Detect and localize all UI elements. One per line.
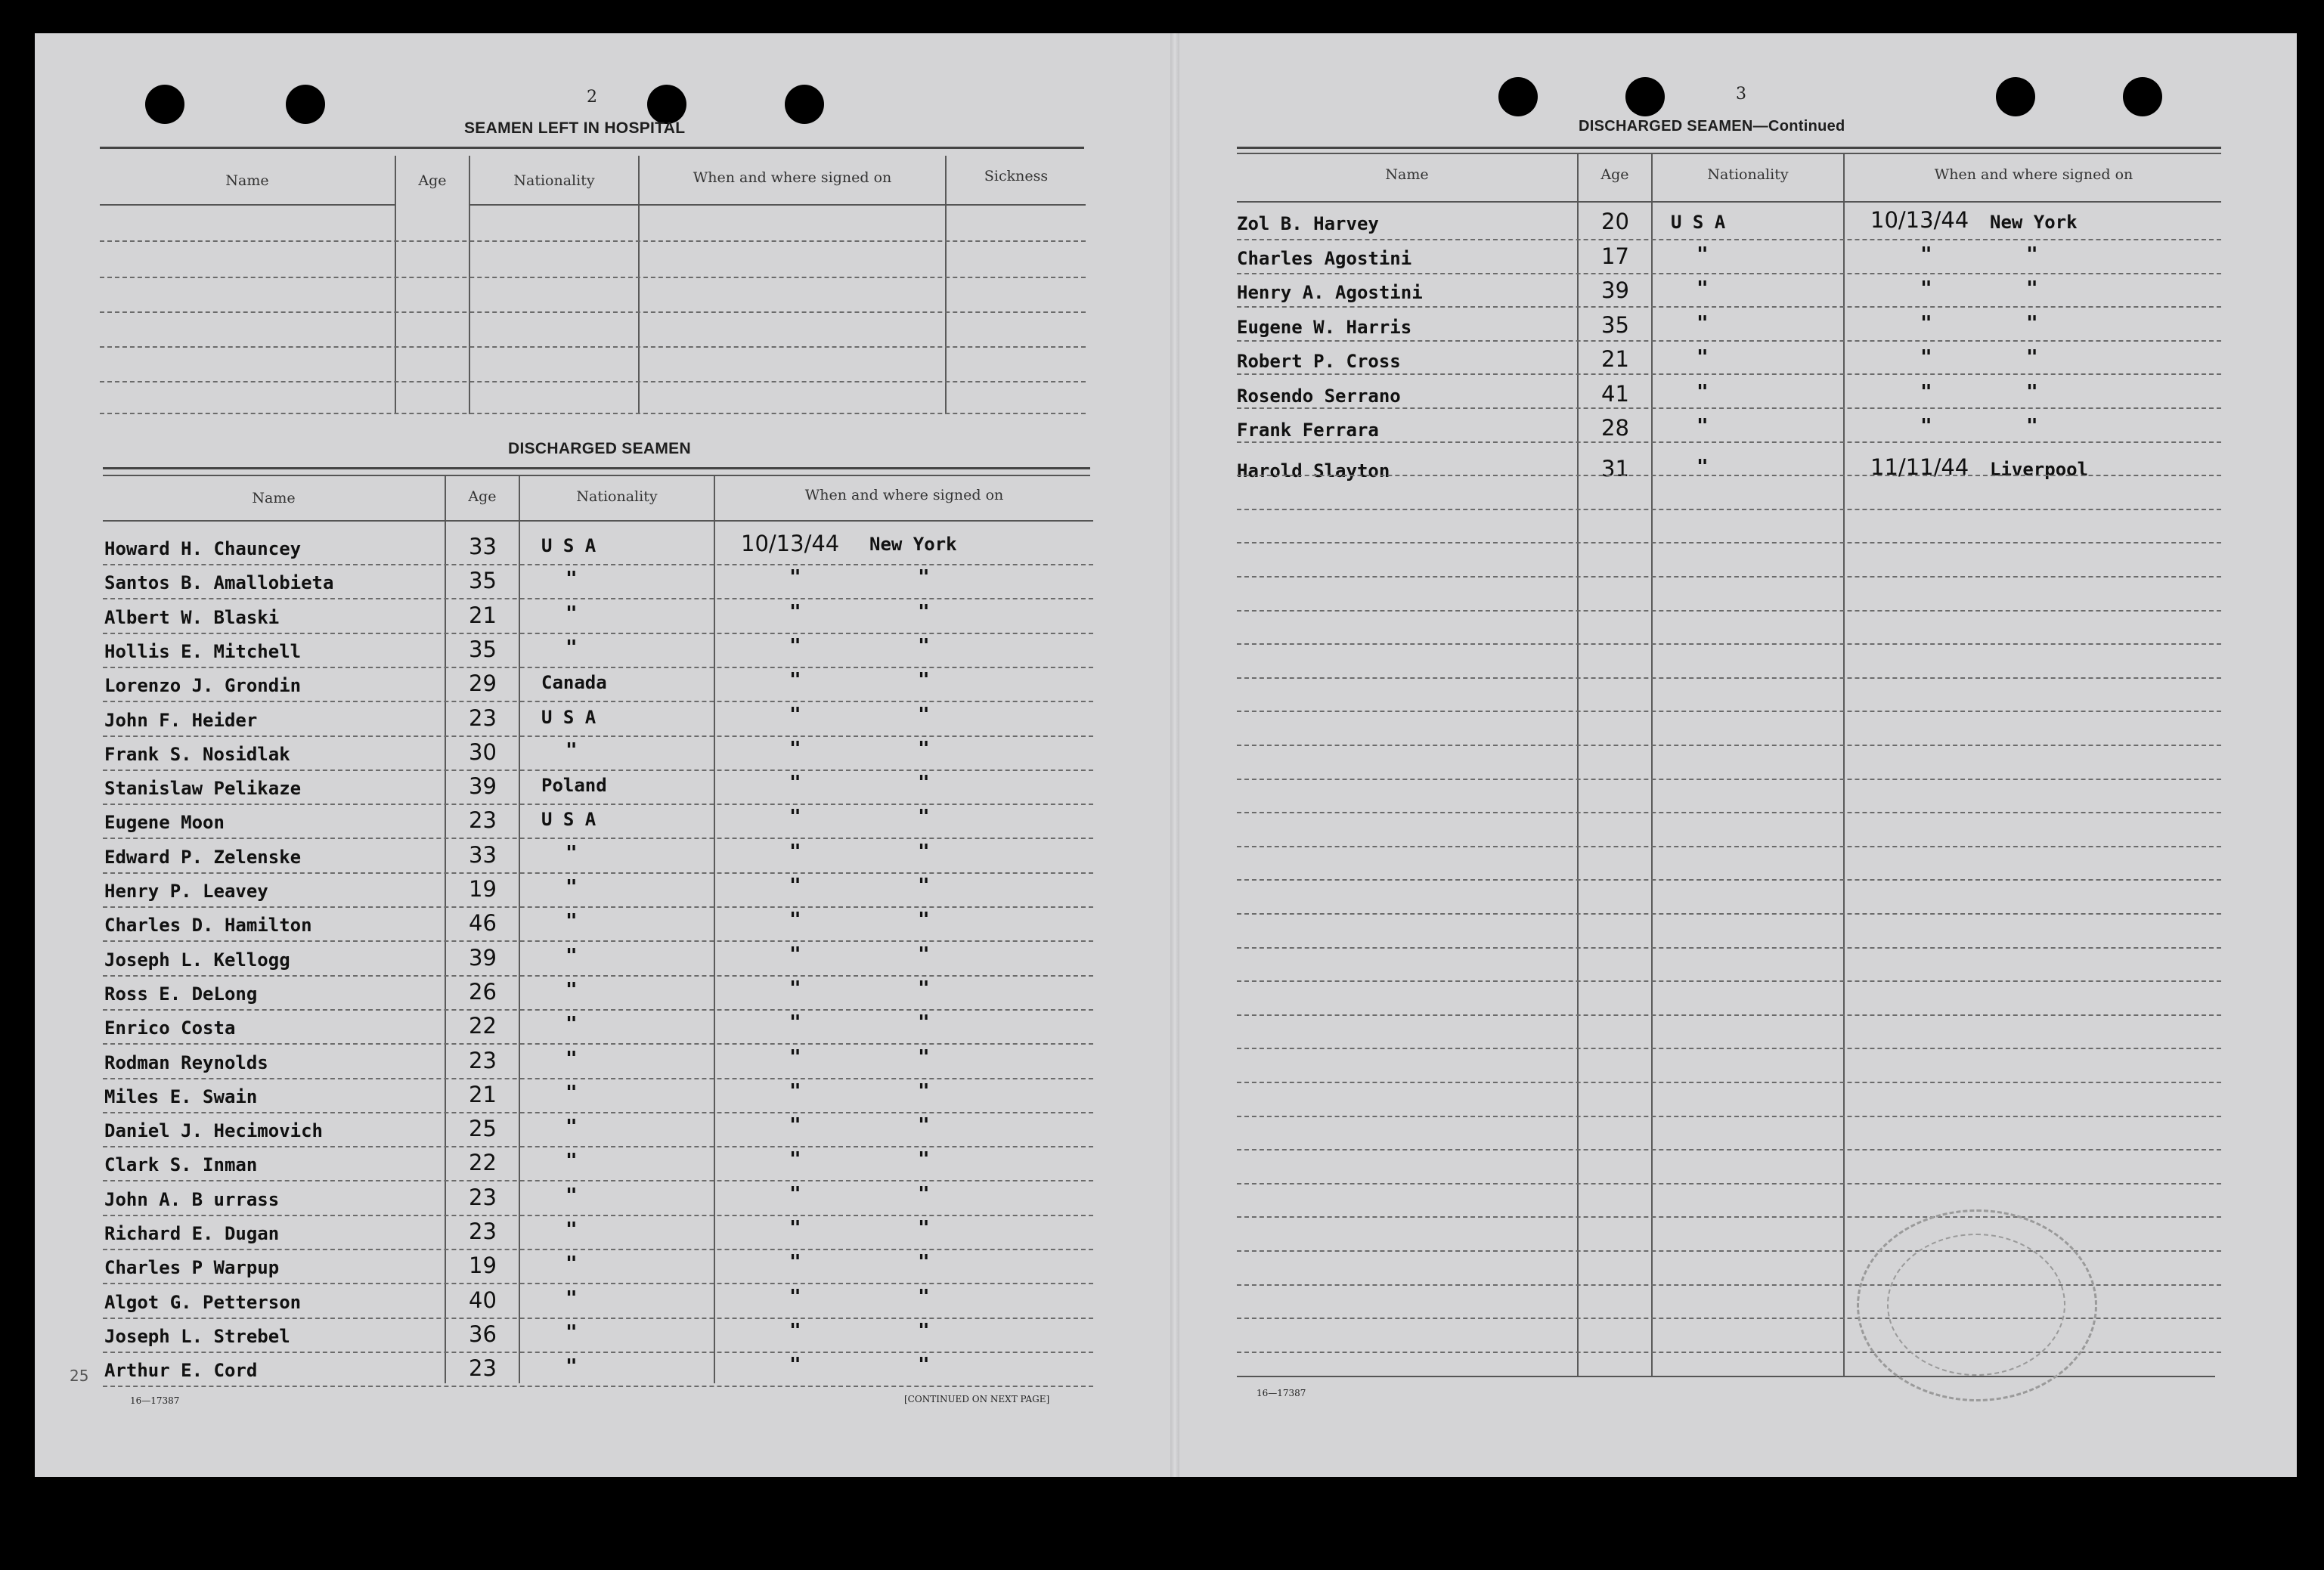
row-line bbox=[1237, 643, 2221, 645]
ditto-mark: " bbox=[918, 1148, 930, 1171]
row-line bbox=[1237, 576, 2221, 578]
ditto-mark: " bbox=[918, 1320, 930, 1342]
ditto-mark: " bbox=[1697, 381, 1709, 404]
seaman-nationality: U S A bbox=[541, 535, 596, 556]
seaman-name: Lorenzo J. Grondin bbox=[104, 675, 302, 696]
ditto-mark: " bbox=[566, 1082, 578, 1104]
ditto-mark: " bbox=[918, 566, 930, 589]
seaman-age: 39 bbox=[1601, 277, 1629, 303]
ditto-mark: " bbox=[566, 1253, 578, 1275]
row-line bbox=[103, 1283, 1093, 1284]
ditto-mark: " bbox=[918, 704, 930, 726]
ditto-mark: " bbox=[566, 1150, 578, 1172]
ditto-mark: " bbox=[918, 635, 930, 658]
row-line bbox=[1237, 812, 2221, 813]
punch-hole bbox=[1625, 77, 1665, 116]
ditto-mark: " bbox=[1920, 312, 1932, 335]
ditto-mark: " bbox=[789, 1148, 801, 1171]
row-line bbox=[103, 667, 1093, 668]
ditto-mark: " bbox=[1697, 277, 1709, 300]
row-line bbox=[1237, 846, 2221, 847]
ditto-mark: " bbox=[918, 943, 930, 966]
seaman-name: Enrico Costa bbox=[104, 1017, 236, 1039]
row-line bbox=[1237, 913, 2221, 915]
seaman-name: Howard H. Chauncey bbox=[104, 538, 302, 559]
page-number: 2 bbox=[587, 88, 597, 107]
seaman-nationality: U S A bbox=[541, 809, 596, 830]
seaman-age: 22 bbox=[469, 1013, 497, 1039]
seaman-name: Albert W. Blaski bbox=[104, 607, 280, 628]
signed-on-place: New York bbox=[1990, 212, 2078, 233]
ditto-mark: " bbox=[566, 636, 578, 659]
seaman-age: 23 bbox=[469, 1355, 497, 1381]
row-line bbox=[103, 1352, 1093, 1353]
form-number: 16—17387 bbox=[130, 1395, 180, 1406]
seaman-name: Robert P. Cross bbox=[1237, 351, 1401, 372]
signed-on-place: New York bbox=[869, 534, 957, 555]
ditto-mark: " bbox=[789, 566, 801, 589]
ditto-mark: " bbox=[566, 568, 578, 590]
seaman-age: 30 bbox=[469, 739, 497, 765]
ditto-mark: " bbox=[789, 1320, 801, 1342]
seaman-nationality: U S A bbox=[1671, 212, 1726, 233]
continued-note: [CONTINUED ON NEXT PAGE] bbox=[904, 1394, 1050, 1404]
seaman-name: Charles D. Hamilton bbox=[104, 915, 312, 936]
continued-header-name: Name bbox=[1385, 166, 1429, 183]
continued-header-when-where: When and where signed on bbox=[1934, 166, 2133, 183]
ditto-mark: " bbox=[789, 977, 801, 1000]
ditto-mark: " bbox=[918, 772, 930, 794]
ditto-mark: " bbox=[2026, 277, 2038, 300]
hospital-section-title: SEAMEN LEFT IN HOSPITAL bbox=[464, 119, 686, 137]
ditto-mark: " bbox=[566, 1219, 578, 1241]
row-line bbox=[103, 1112, 1093, 1113]
ditto-mark: " bbox=[566, 842, 578, 865]
row-line bbox=[1237, 509, 2221, 510]
punch-hole bbox=[785, 85, 824, 124]
ditto-mark: " bbox=[918, 1114, 930, 1137]
row-line bbox=[103, 735, 1093, 737]
seaman-age: 25 bbox=[469, 1116, 497, 1141]
column-divider bbox=[469, 156, 470, 414]
seaman-nationality: Poland bbox=[541, 775, 607, 796]
ditto-mark: " bbox=[1697, 456, 1709, 478]
row-line bbox=[1237, 542, 2221, 543]
seaman-nationality: Canada bbox=[541, 672, 607, 693]
row-line bbox=[1237, 745, 2221, 746]
rule bbox=[1237, 147, 2221, 149]
hospital-header-name: Name bbox=[225, 172, 269, 189]
center-fold bbox=[1170, 33, 1179, 1477]
seaman-name: Henry A. Agostini bbox=[1237, 282, 1423, 303]
row-line bbox=[1237, 373, 2221, 375]
row-line bbox=[1237, 306, 2221, 308]
seaman-name: Harold Slayton bbox=[1237, 460, 1390, 482]
ditto-mark: " bbox=[918, 1046, 930, 1069]
column-divider bbox=[1577, 154, 1579, 1376]
ditto-mark: " bbox=[2026, 243, 2038, 266]
rule bbox=[103, 467, 1090, 469]
row-line bbox=[1237, 677, 2221, 679]
seaman-age: 23 bbox=[469, 705, 497, 731]
row-line bbox=[1237, 1216, 2221, 1218]
ditto-mark: " bbox=[566, 1287, 578, 1310]
row-line bbox=[1237, 711, 2221, 712]
seaman-age: 40 bbox=[469, 1287, 497, 1313]
row-line bbox=[103, 1180, 1093, 1181]
row-line bbox=[1237, 1183, 2221, 1184]
row-line bbox=[1237, 407, 2221, 409]
seaman-name: Joseph L. Kellogg bbox=[104, 949, 290, 971]
ditto-mark: " bbox=[789, 909, 801, 931]
seaman-age: 23 bbox=[469, 1219, 497, 1244]
column-divider bbox=[714, 476, 715, 1383]
column-divider bbox=[445, 476, 446, 1383]
seaman-age: 23 bbox=[469, 1184, 497, 1210]
row-line bbox=[100, 413, 1086, 414]
hospital-header-sickness: Sickness bbox=[984, 168, 1049, 184]
seaman-age: 36 bbox=[469, 1321, 497, 1347]
ditto-mark: " bbox=[918, 841, 930, 863]
seaman-name: Daniel J. Hecimovich bbox=[104, 1120, 323, 1141]
margin-note: 25 bbox=[70, 1367, 89, 1385]
ditto-mark: " bbox=[918, 601, 930, 624]
punch-hole bbox=[647, 85, 686, 124]
ditto-mark: " bbox=[789, 875, 801, 897]
ditto-mark: " bbox=[1697, 243, 1709, 266]
seaman-age: 21 bbox=[469, 1082, 497, 1107]
ditto-mark: " bbox=[1920, 346, 1932, 369]
column-divider bbox=[945, 156, 947, 414]
seaman-name: Rosendo Serrano bbox=[1237, 386, 1401, 407]
ditto-mark: " bbox=[918, 1286, 930, 1308]
ditto-mark: " bbox=[918, 1011, 930, 1034]
column-divider bbox=[519, 476, 520, 1383]
row-line bbox=[103, 701, 1093, 702]
rule bbox=[1237, 153, 2221, 154]
column-divider bbox=[638, 156, 640, 414]
ditto-mark: " bbox=[918, 977, 930, 1000]
ditto-mark: " bbox=[566, 602, 578, 625]
ditto-mark: " bbox=[789, 943, 801, 966]
row-line bbox=[1237, 1014, 2221, 1016]
ditto-mark: " bbox=[789, 772, 801, 794]
ditto-mark: " bbox=[1697, 312, 1709, 335]
seaman-age: 28 bbox=[1601, 415, 1629, 441]
column-divider bbox=[1843, 154, 1845, 1376]
ditto-mark: " bbox=[2026, 346, 2038, 369]
seaman-age: 29 bbox=[469, 670, 497, 696]
continued-section-title: DISCHARGED SEAMEN—Continued bbox=[1579, 118, 1845, 135]
punch-hole bbox=[1996, 77, 2035, 116]
signed-on-date: 10/13/44 bbox=[1870, 207, 1969, 233]
ditto-mark: " bbox=[566, 1048, 578, 1070]
seaman-age: 31 bbox=[1601, 456, 1629, 482]
seaman-nationality: U S A bbox=[541, 707, 596, 728]
discharged-header-age: Age bbox=[468, 488, 497, 505]
seaman-name: Charles Agostini bbox=[1237, 248, 1412, 269]
seaman-age: 26 bbox=[469, 979, 497, 1005]
row-line bbox=[100, 346, 1086, 348]
punch-hole bbox=[145, 85, 184, 124]
ditto-mark: " bbox=[918, 806, 930, 828]
header-rule bbox=[1237, 201, 2221, 203]
seaman-name: Zol B. Harvey bbox=[1237, 213, 1379, 234]
ditto-mark: " bbox=[789, 1183, 801, 1206]
seaman-name: Santos B. Amallobieta bbox=[104, 572, 334, 593]
ditto-mark: " bbox=[789, 1251, 801, 1274]
ditto-mark: " bbox=[1920, 243, 1932, 266]
ditto-mark: " bbox=[2026, 312, 2038, 335]
ditto-mark: " bbox=[789, 704, 801, 726]
continued-header-nationality: Nationality bbox=[1707, 166, 1789, 183]
seaman-name: Joseph L. Strebel bbox=[104, 1326, 290, 1347]
ditto-mark: " bbox=[566, 1184, 578, 1207]
seaman-name: Frank S. Nosidlak bbox=[104, 744, 290, 765]
row-line bbox=[1237, 340, 2221, 342]
seaman-age: 19 bbox=[469, 876, 497, 902]
ditto-mark: " bbox=[789, 1011, 801, 1034]
row-line bbox=[1237, 610, 2221, 612]
seaman-age: 33 bbox=[469, 842, 497, 868]
ditto-mark: " bbox=[789, 1286, 801, 1308]
ditto-mark: " bbox=[918, 1354, 930, 1376]
signed-on-date: 11/11/44 bbox=[1870, 454, 1969, 480]
seaman-age: 23 bbox=[469, 807, 497, 833]
ditto-mark: " bbox=[1920, 415, 1932, 438]
ditto-mark: " bbox=[789, 1080, 801, 1103]
row-line bbox=[1237, 273, 2221, 274]
seaman-age: 41 bbox=[1601, 381, 1629, 407]
hospital-header-when-where: When and where signed on bbox=[693, 169, 892, 186]
row-line bbox=[103, 1146, 1093, 1147]
ditto-mark: " bbox=[918, 669, 930, 692]
ditto-mark: " bbox=[918, 875, 930, 897]
ditto-mark: " bbox=[789, 1354, 801, 1376]
seaman-name: Edward P. Zelenske bbox=[104, 847, 302, 868]
ditto-mark: " bbox=[789, 635, 801, 658]
signed-on-date: 10/13/44 bbox=[741, 531, 840, 556]
rule bbox=[103, 475, 1090, 476]
ditto-mark: " bbox=[566, 1116, 578, 1138]
ditto-mark: " bbox=[918, 1183, 930, 1206]
ditto-mark: " bbox=[789, 1046, 801, 1069]
row-line bbox=[103, 940, 1093, 942]
seaman-name: Arthur E. Cord bbox=[104, 1360, 258, 1381]
row-line bbox=[100, 277, 1086, 278]
seaman-name: Eugene W. Harris bbox=[1237, 317, 1412, 338]
discharged-section-title: DISCHARGED SEAMEN bbox=[508, 440, 691, 457]
seaman-name: Henry P. Leavey bbox=[104, 881, 268, 902]
ditto-mark: " bbox=[789, 601, 801, 624]
seaman-age: 33 bbox=[469, 534, 497, 559]
seaman-age: 22 bbox=[469, 1150, 497, 1175]
ditto-mark: " bbox=[566, 876, 578, 899]
ditto-mark: " bbox=[918, 738, 930, 760]
seaman-name: Rodman Reynolds bbox=[104, 1052, 268, 1073]
row-line bbox=[1237, 475, 2221, 476]
row-line bbox=[103, 1215, 1093, 1216]
seaman-age: 21 bbox=[1601, 346, 1629, 372]
row-line bbox=[103, 1318, 1093, 1319]
seaman-name: Clark S. Inman bbox=[104, 1154, 258, 1175]
punch-hole bbox=[1498, 77, 1538, 116]
row-line bbox=[1237, 879, 2221, 881]
seaman-age: 19 bbox=[469, 1253, 497, 1278]
ditto-mark: " bbox=[789, 669, 801, 692]
row-line bbox=[103, 633, 1093, 634]
ditto-mark: " bbox=[2026, 415, 2038, 438]
page-number: 3 bbox=[1736, 85, 1746, 104]
row-line bbox=[1237, 1048, 2221, 1049]
row-line bbox=[103, 906, 1093, 908]
ditto-mark: " bbox=[789, 1114, 801, 1137]
header-rule bbox=[469, 204, 1086, 206]
ditto-mark: " bbox=[566, 910, 578, 933]
column-divider bbox=[395, 156, 396, 414]
rule bbox=[1237, 1376, 2215, 1377]
seaman-age: 35 bbox=[469, 568, 497, 593]
row-line bbox=[100, 311, 1086, 313]
discharged-header-nationality: Nationality bbox=[576, 488, 658, 505]
ditto-mark: " bbox=[918, 1080, 930, 1103]
circular-stamp-inner bbox=[1887, 1234, 2065, 1376]
row-line bbox=[1237, 239, 2221, 240]
hospital-header-nationality: Nationality bbox=[513, 172, 595, 189]
ditto-mark: " bbox=[566, 1355, 578, 1378]
seaman-age: 17 bbox=[1601, 243, 1629, 269]
ditto-mark: " bbox=[2026, 381, 2038, 404]
seaman-age: 39 bbox=[469, 945, 497, 971]
row-line bbox=[103, 1249, 1093, 1250]
row-line bbox=[103, 975, 1093, 977]
discharged-header-when-where: When and where signed on bbox=[804, 487, 1004, 503]
seaman-name: Hollis E. Mitchell bbox=[104, 641, 302, 662]
seaman-name: John A. B urrass bbox=[104, 1189, 280, 1210]
row-line bbox=[103, 1043, 1093, 1045]
signed-on-place: Liverpool bbox=[1990, 459, 2089, 480]
ditto-mark: " bbox=[789, 806, 801, 828]
ditto-mark: " bbox=[918, 1251, 930, 1274]
row-line bbox=[103, 1386, 1093, 1387]
ditto-mark: " bbox=[566, 979, 578, 1002]
punch-hole bbox=[286, 85, 325, 124]
seaman-name: Miles E. Swain bbox=[104, 1086, 258, 1107]
ditto-mark: " bbox=[789, 841, 801, 863]
seaman-name: Richard E. Dugan bbox=[104, 1223, 280, 1244]
ditto-mark: " bbox=[566, 1321, 578, 1344]
column-divider bbox=[1651, 154, 1653, 1376]
ditto-mark: " bbox=[918, 1217, 930, 1240]
ditto-mark: " bbox=[1697, 346, 1709, 369]
seaman-age: 39 bbox=[469, 773, 497, 799]
row-line bbox=[103, 804, 1093, 805]
seaman-name: Eugene Moon bbox=[104, 812, 225, 833]
row-line bbox=[1237, 1116, 2221, 1117]
ditto-mark: " bbox=[566, 945, 578, 968]
seaman-name: John F. Heider bbox=[104, 710, 258, 731]
row-line bbox=[1237, 1082, 2221, 1083]
row-line bbox=[1237, 779, 2221, 780]
row-line bbox=[100, 240, 1086, 242]
header-rule bbox=[100, 204, 395, 206]
hospital-header-age: Age bbox=[418, 172, 447, 189]
seaman-age: 35 bbox=[469, 636, 497, 662]
seaman-name: Charles P Warpup bbox=[104, 1257, 280, 1278]
punch-hole bbox=[2123, 77, 2162, 116]
row-line bbox=[100, 381, 1086, 382]
ditto-mark: " bbox=[1920, 277, 1932, 300]
seaman-name: Frank Ferrara bbox=[1237, 420, 1379, 441]
row-line bbox=[103, 770, 1093, 771]
row-line bbox=[1237, 980, 2221, 982]
row-line bbox=[1237, 947, 2221, 949]
row-line bbox=[103, 1009, 1093, 1011]
row-line bbox=[103, 872, 1093, 874]
row-line bbox=[103, 564, 1093, 565]
continued-header-age: Age bbox=[1600, 166, 1629, 183]
ditto-mark: " bbox=[1920, 381, 1932, 404]
header-rule bbox=[103, 520, 1093, 522]
seaman-age: 20 bbox=[1601, 209, 1629, 234]
seaman-age: 46 bbox=[469, 910, 497, 936]
seaman-name: Stanislaw Pelikaze bbox=[104, 778, 302, 799]
discharged-header-name: Name bbox=[252, 490, 296, 506]
ditto-mark: " bbox=[918, 909, 930, 931]
form-number: 16—17387 bbox=[1257, 1388, 1306, 1398]
row-line bbox=[103, 1078, 1093, 1079]
seaman-age: 23 bbox=[469, 1048, 497, 1073]
rule bbox=[100, 147, 1084, 149]
row-line bbox=[1237, 1149, 2221, 1150]
ditto-mark: " bbox=[566, 739, 578, 762]
ditto-mark: " bbox=[566, 1013, 578, 1036]
seaman-name: Algot G. Petterson bbox=[104, 1292, 302, 1313]
seaman-age: 35 bbox=[1601, 312, 1629, 338]
row-line bbox=[1237, 441, 2221, 443]
ditto-mark: " bbox=[789, 1217, 801, 1240]
seaman-age: 21 bbox=[469, 602, 497, 628]
ditto-mark: " bbox=[1697, 415, 1709, 438]
row-line bbox=[103, 838, 1093, 839]
ditto-mark: " bbox=[789, 738, 801, 760]
seaman-name: Ross E. DeLong bbox=[104, 983, 258, 1005]
row-line bbox=[103, 598, 1093, 599]
